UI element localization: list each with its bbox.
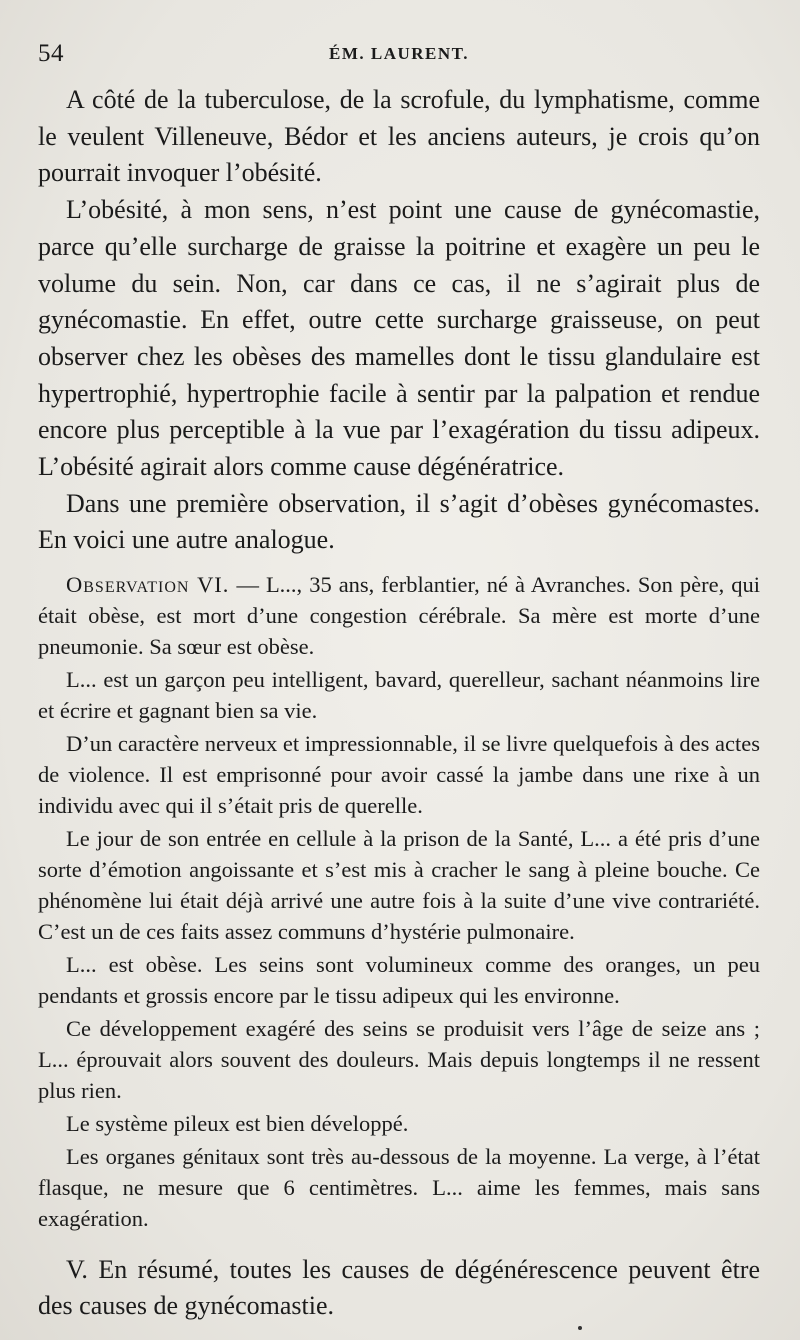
observation-paragraph: Le jour de son entrée en cellule à la prison de la Santé, L... a été pris d’une sorte d’émotion angoissante et s’est mis à cracher le sang à pleine bouche. Ce phénomène lui était déjà arrivé une autre fois à la suite d’une vive contrariété. C’est un de ces faits assez communs d’hystérie pulmonaire. (38, 826, 760, 945)
paragraph: L’obésité, à mon sens, n’est point une cause de gynécomastie, parce qu’elle surcharge de graisse la poitrine et exagère un peu le volume du sein. Non, car dans ce cas, il ne s’agirait plus de gynécomastie. En effet, outre cette surcharge graisseuse, on peut observer chez les obèses des mamelles dont le tissu glandulaire est hypertrophié, hypertrophie facile à sentir par la palpation et rendue encore plus perceptible à la vue par l’exagération du tissu adipeux. L’obésité agirait alors comme cause dégénératrice. (38, 195, 760, 482)
main-text (38, 82, 760, 559)
observation-paragraph: D’un caractère nerveux et impressionnable, il se livre quelquefois à des actes de violence. Il est emprisonné pour avoir cassé la jambe dans une rixe à un individu avec qui il s’était pris de querelle. (38, 731, 760, 819)
body-text (38, 82, 760, 1324)
observation-label: Observation VI. (66, 572, 230, 598)
summary-section (38, 1252, 760, 1324)
paragraph: A côté de la tuberculose, de la scrofule, du lymphatisme, comme le veulent Villeneuve, Bédor et les anciens auteurs, je crois qu’on pourrait invoquer l’obésité. (38, 85, 760, 188)
footer-dot (578, 1326, 582, 1330)
summary-paragraph: V. En résumé, toutes les causes de dégénérescence peuvent être des causes de gynécomastie. (38, 1255, 760, 1321)
page-header (38, 38, 760, 72)
running-head: ÉM. LAURENT. (329, 44, 469, 63)
observation-section (38, 569, 760, 1234)
observation-paragraph: Les organes génitaux sont très au-dessous de la moyenne. La verge, à l’état flasque, ne mesure que 6 centimètres. L... aime les femmes, mais sans exagération. (38, 1144, 760, 1232)
observation-paragraph: Ce développement exagéré des seins se produisit vers l’âge de seize ans ; L... éprouvait alors souvent des douleurs. Mais depuis longtemps il ne ressent plus rien. (38, 1016, 760, 1104)
observation-paragraph: L... est un garçon peu intelligent, bavard, querelleur, sachant néanmoins lire et écrire et gagnant bien sa vie. (38, 667, 760, 724)
observation-intro-text: — L..., 35 ans, ferblantier, né à Avranches. Son père, qui était obèse, est mort d’une congestion cérébrale. Sa mère est morte d’une pneumonie. Sa sœur est obèse. (38, 572, 760, 660)
observation-paragraph: L... est obèse. Les seins sont volumineux comme des oranges, un peu pendants et grossis encore par le tissu adipeux qui les environne. (38, 952, 760, 1009)
page-number: 54 (38, 40, 64, 67)
observation-intro (38, 569, 760, 662)
observation-paragraph: Le système pileux est bien développé. (66, 1111, 409, 1137)
paragraph: Dans une première observation, il s’agit d’obèses gynécomastes. En voici une autre analogue. (38, 488, 760, 555)
